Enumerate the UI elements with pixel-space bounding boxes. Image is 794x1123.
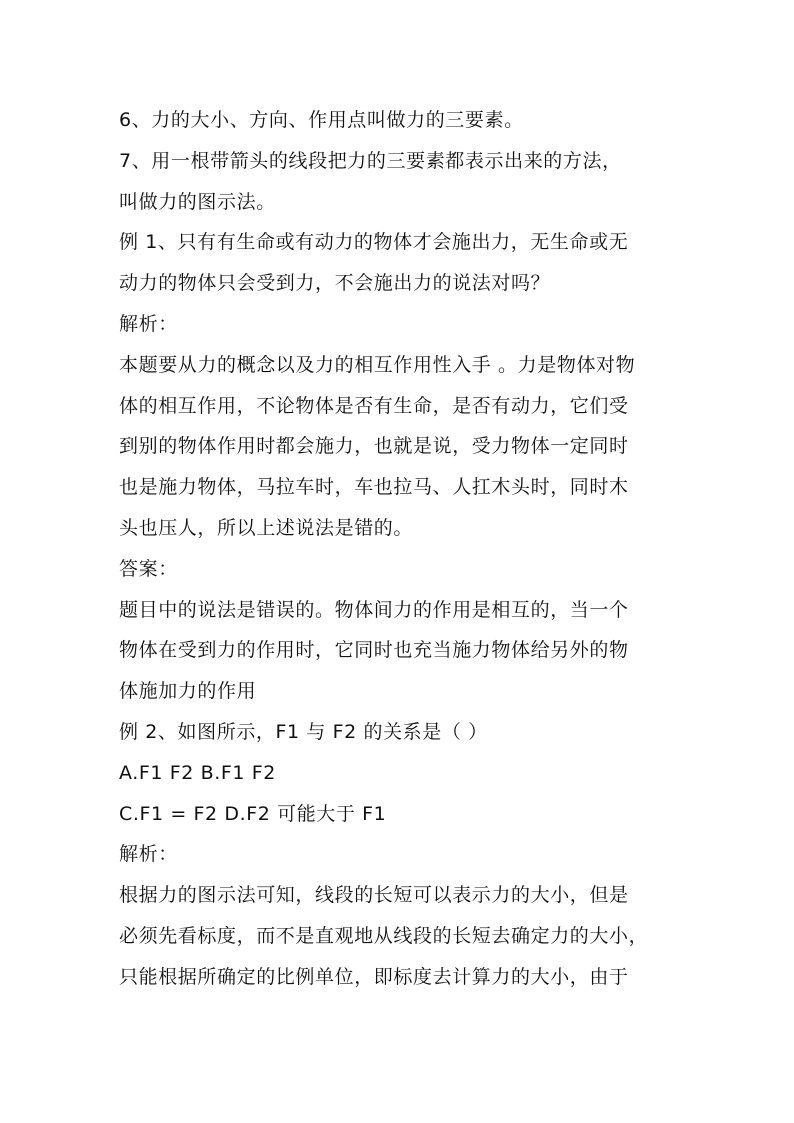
text-line: 解析： <box>119 312 178 335</box>
text-line: 只能根据所确定的比例单位，即标度去计算力的大小，由于 <box>119 965 629 988</box>
text-line: 叫做力的图示法。 <box>119 190 276 213</box>
text-line: 6、力的大小、方向、作用点叫做力的三要素。 <box>119 109 524 131</box>
document-body <box>119 100 679 998</box>
text-line: 解析： <box>119 843 178 866</box>
text-line: 物体在受到力的作用时，它同时也充当施力物体给另外的物 <box>119 639 629 662</box>
text-line: 到别的物体作用时都会施力，也就是说，受力物体一定同时 <box>119 435 629 458</box>
text-line: 例 1、只有有生命或有动力的物体才会施出力，无生命或无 <box>119 231 629 254</box>
text-line: 头也压人，所以上述说法是错的。 <box>119 516 414 539</box>
text-line: 7、用一根带箭头的线段把力的三要素都表示出来的方法， <box>119 149 622 172</box>
text-line: 题目中的说法是错误的。物体间力的作用是相互的，当一个 <box>119 598 629 621</box>
text-line: 体施加力的作用 <box>119 680 257 703</box>
text-line: 也是施力物体，马拉车时，车也拉马、人扛木头时，同时木 <box>119 476 629 499</box>
text-line: 必须先看标度，而不是直观地从线段的长短去确定力的大小， <box>119 924 649 947</box>
text-line: 根据力的图示法可知，线段的长短可以表示力的大小，但是 <box>119 884 629 907</box>
text-line: 体的相互作用，不论物体是否有生命，是否有动力，它们受 <box>119 394 629 417</box>
text-line: C.F1 = F2 D.F2 可能大于 F1 <box>119 802 387 825</box>
text-line: 例 2、如图所示，F1 与 F2 的关系是（ ） <box>119 720 488 743</box>
text-line: 本题要从力的概念以及力的相互作用性入手 。力是物体对物 <box>119 353 636 376</box>
text-line: 动力的物体只会受到力，不会施出力的说法对吗？ <box>119 272 551 295</box>
text-line: A.F1 F2 B.F1 F2 <box>119 761 276 784</box>
text-line: 答案： <box>119 557 178 580</box>
